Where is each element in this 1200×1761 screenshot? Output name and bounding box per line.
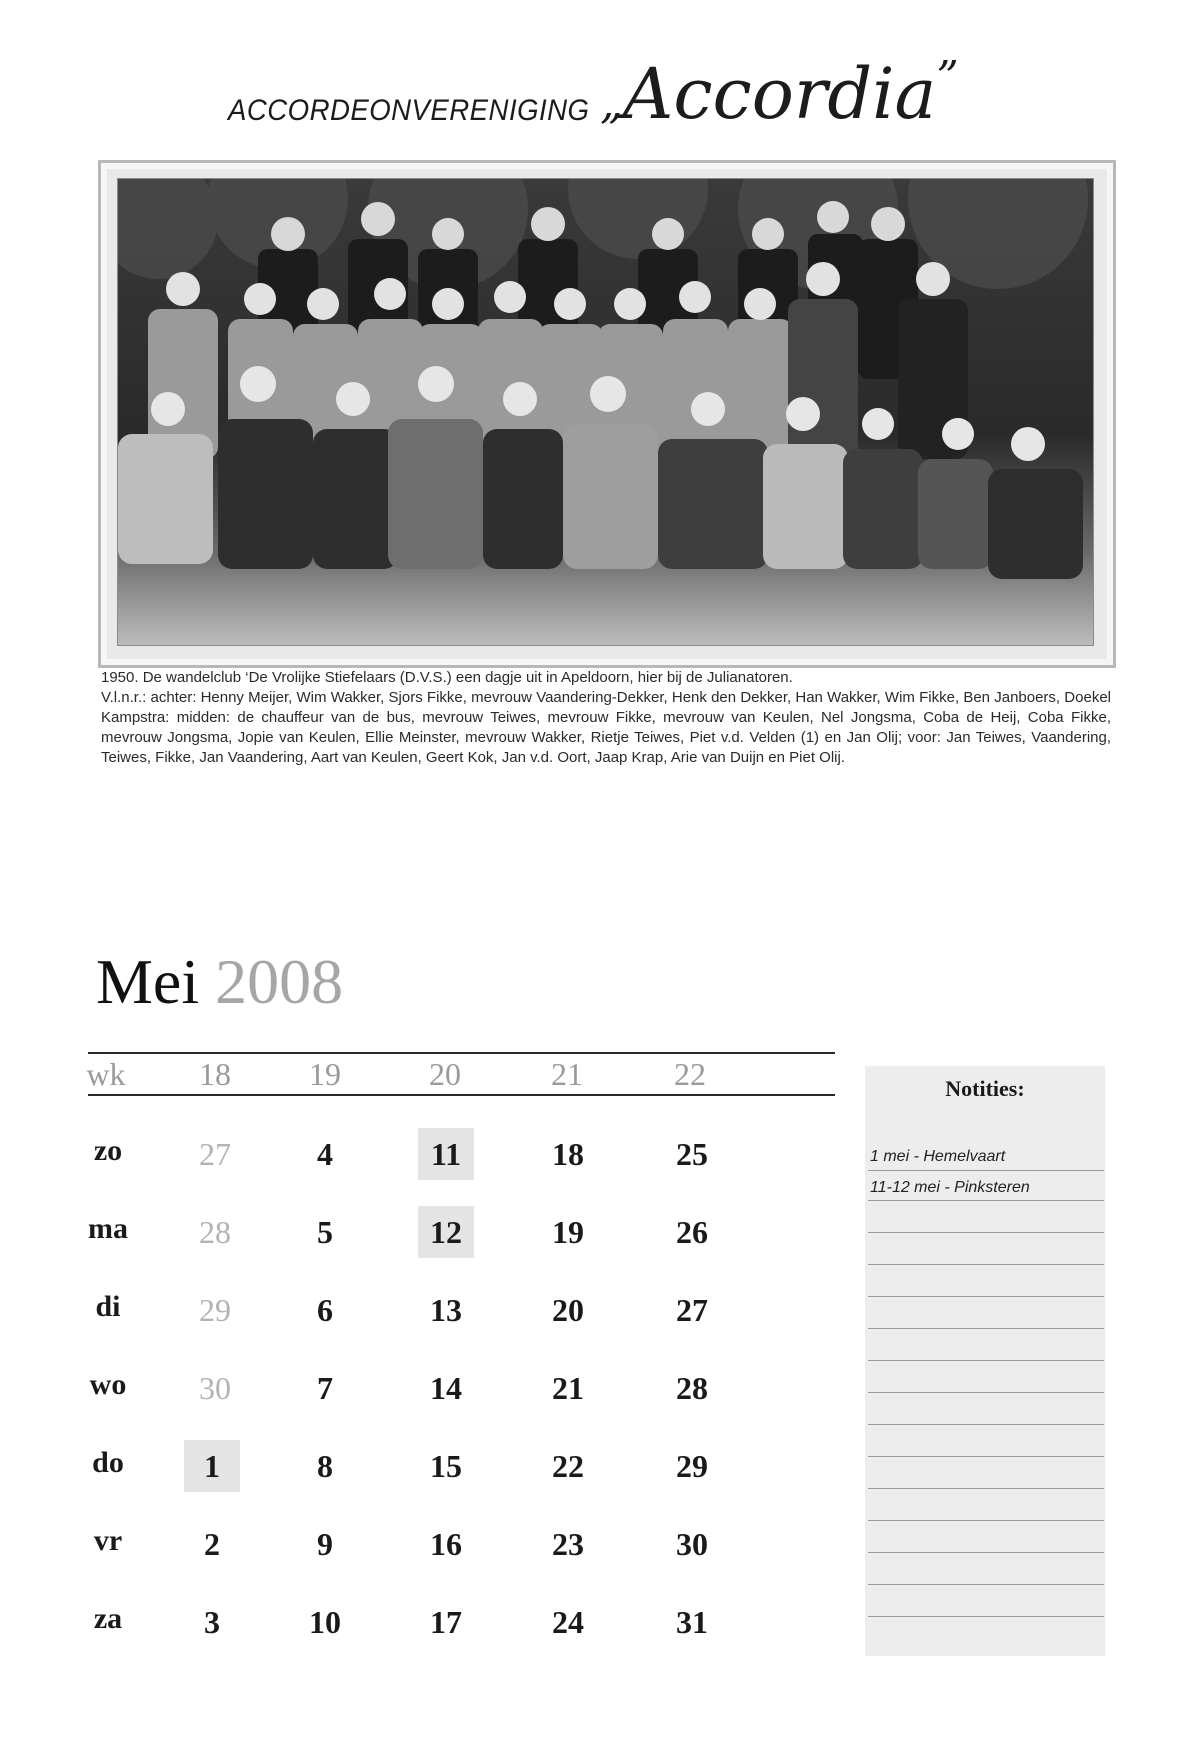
date-cell: 16 — [430, 1526, 462, 1562]
note-line — [868, 1520, 1104, 1521]
day-name: wo — [89, 1368, 127, 1401]
note-entry: 1 mei - Hemelvaart — [870, 1148, 1006, 1165]
date-cell: 13 — [430, 1292, 462, 1328]
date-cell: 22 — [552, 1448, 584, 1484]
note-line — [868, 1392, 1104, 1393]
date-cell: 9 — [317, 1526, 333, 1562]
note-line — [868, 1170, 1104, 1171]
date-cell: 10 — [309, 1604, 341, 1640]
date-cell: 2 — [204, 1526, 220, 1562]
note-line — [868, 1296, 1104, 1297]
date-cell-highlighted: 1 — [184, 1440, 240, 1492]
calendar-rule-bottom — [88, 1094, 835, 1096]
date-cell: 4 — [317, 1136, 333, 1172]
date-cell: 28 — [199, 1214, 231, 1250]
date-cell: 5 — [317, 1214, 333, 1250]
date-cell: 19 — [552, 1214, 584, 1250]
date-cell-highlighted: 12 — [418, 1206, 474, 1258]
date-cell: 23 — [552, 1526, 584, 1562]
date-cell: 15 — [430, 1448, 462, 1484]
date-cell: 29 — [199, 1292, 231, 1328]
week-label: wk — [86, 1056, 126, 1092]
date-cell: 28 — [676, 1370, 708, 1406]
week-number: 18 — [199, 1056, 231, 1092]
note-line — [868, 1264, 1104, 1265]
date-cell: 20 — [552, 1292, 584, 1328]
close-quote: ” — [936, 52, 959, 103]
date-cell: 31 — [676, 1604, 708, 1640]
notes-title: Notities: — [945, 1076, 1025, 1101]
week-number: 21 — [551, 1056, 583, 1092]
caption-line-2: V.l.n.r.: achter: Henny Meijer, Wim Wakker, Sjors Fikke, mevrouw Vaandering-Dekker, Henk den Dekker, Han Wakker, Wim Fikke, Ben Janboers, Doekel Kampstra: midden: de chauffeur van de bus, mevrouw Teiwes, mevrouw Fikke, mevrouw van Keulen, Nel Jongsma, Coba de Heij, Coba Fikke, mevrouw Jongsma, Jopie van Keulen, Ellie Meinster, mevrouw Wakker, Rietje Teiwes, Piet v.d. Velden (1) en Jan Olij; voor: Jan Teiwes, Vaandering, Teiwes, Fikke, Jan Vaandering, Aart van Keulen, Geert Kok, Jan v.d. Oort, Jaap Krap, Arie van Duijn en Piet Olij. — [101, 689, 1111, 766]
week-number: 20 — [429, 1056, 461, 1092]
day-name: za — [93, 1602, 123, 1635]
header-org-name: ACCORDEONVERENIGING — [228, 94, 590, 127]
date-cell: 8 — [317, 1448, 333, 1484]
month-year: 2008 — [215, 946, 344, 1017]
date-cell: 17 — [430, 1604, 462, 1640]
photo-caption — [101, 668, 1111, 768]
note-line — [868, 1200, 1104, 1201]
day-name: di — [95, 1290, 121, 1323]
date-cell: 3 — [204, 1604, 220, 1640]
month-name: Mei — [96, 946, 200, 1017]
week-number: 22 — [674, 1056, 706, 1092]
group-photo — [117, 178, 1094, 646]
note-line — [868, 1584, 1104, 1585]
day-name: vr — [93, 1524, 123, 1557]
date-cell: 18 — [552, 1136, 584, 1172]
date-cell: 30 — [676, 1526, 708, 1562]
note-line — [868, 1552, 1104, 1553]
caption-line-1: 1950. De wandelclub ‘De Vrolijke Stiefelaars (D.V.S.) een dagje uit in Apeldoorn, hier bij de Julianatoren. — [101, 669, 793, 686]
note-entry: 11-12 mei - Pinksteren — [870, 1179, 1030, 1196]
note-line — [868, 1328, 1104, 1329]
note-line — [868, 1360, 1104, 1361]
note-line — [868, 1616, 1104, 1617]
date-cell: 29 — [676, 1448, 708, 1484]
date-cell: 27 — [199, 1136, 231, 1172]
date-cell: 21 — [552, 1370, 584, 1406]
date-cell: 30 — [199, 1370, 231, 1406]
note-line — [868, 1232, 1104, 1233]
club-name-text: Accordia — [622, 53, 937, 135]
note-line — [868, 1488, 1104, 1489]
date-cell: 24 — [552, 1604, 584, 1640]
day-name: ma — [88, 1212, 128, 1245]
date-cell: 26 — [676, 1214, 708, 1250]
date-cell: 6 — [317, 1292, 333, 1328]
date-cell: 25 — [676, 1136, 708, 1172]
date-cell: 27 — [676, 1292, 708, 1328]
month-title — [96, 945, 343, 1019]
week-number: 19 — [309, 1056, 341, 1092]
date-cell: 7 — [317, 1370, 333, 1406]
note-line — [868, 1456, 1104, 1457]
date-cell-highlighted: 11 — [418, 1128, 474, 1180]
date-cell: 14 — [430, 1370, 462, 1406]
note-line — [868, 1424, 1104, 1425]
header-club-name — [600, 52, 959, 135]
calendar-rule-top — [88, 1052, 835, 1054]
open-quote: „ — [600, 78, 623, 129]
day-name: do — [92, 1446, 124, 1479]
day-name: zo — [93, 1134, 123, 1167]
